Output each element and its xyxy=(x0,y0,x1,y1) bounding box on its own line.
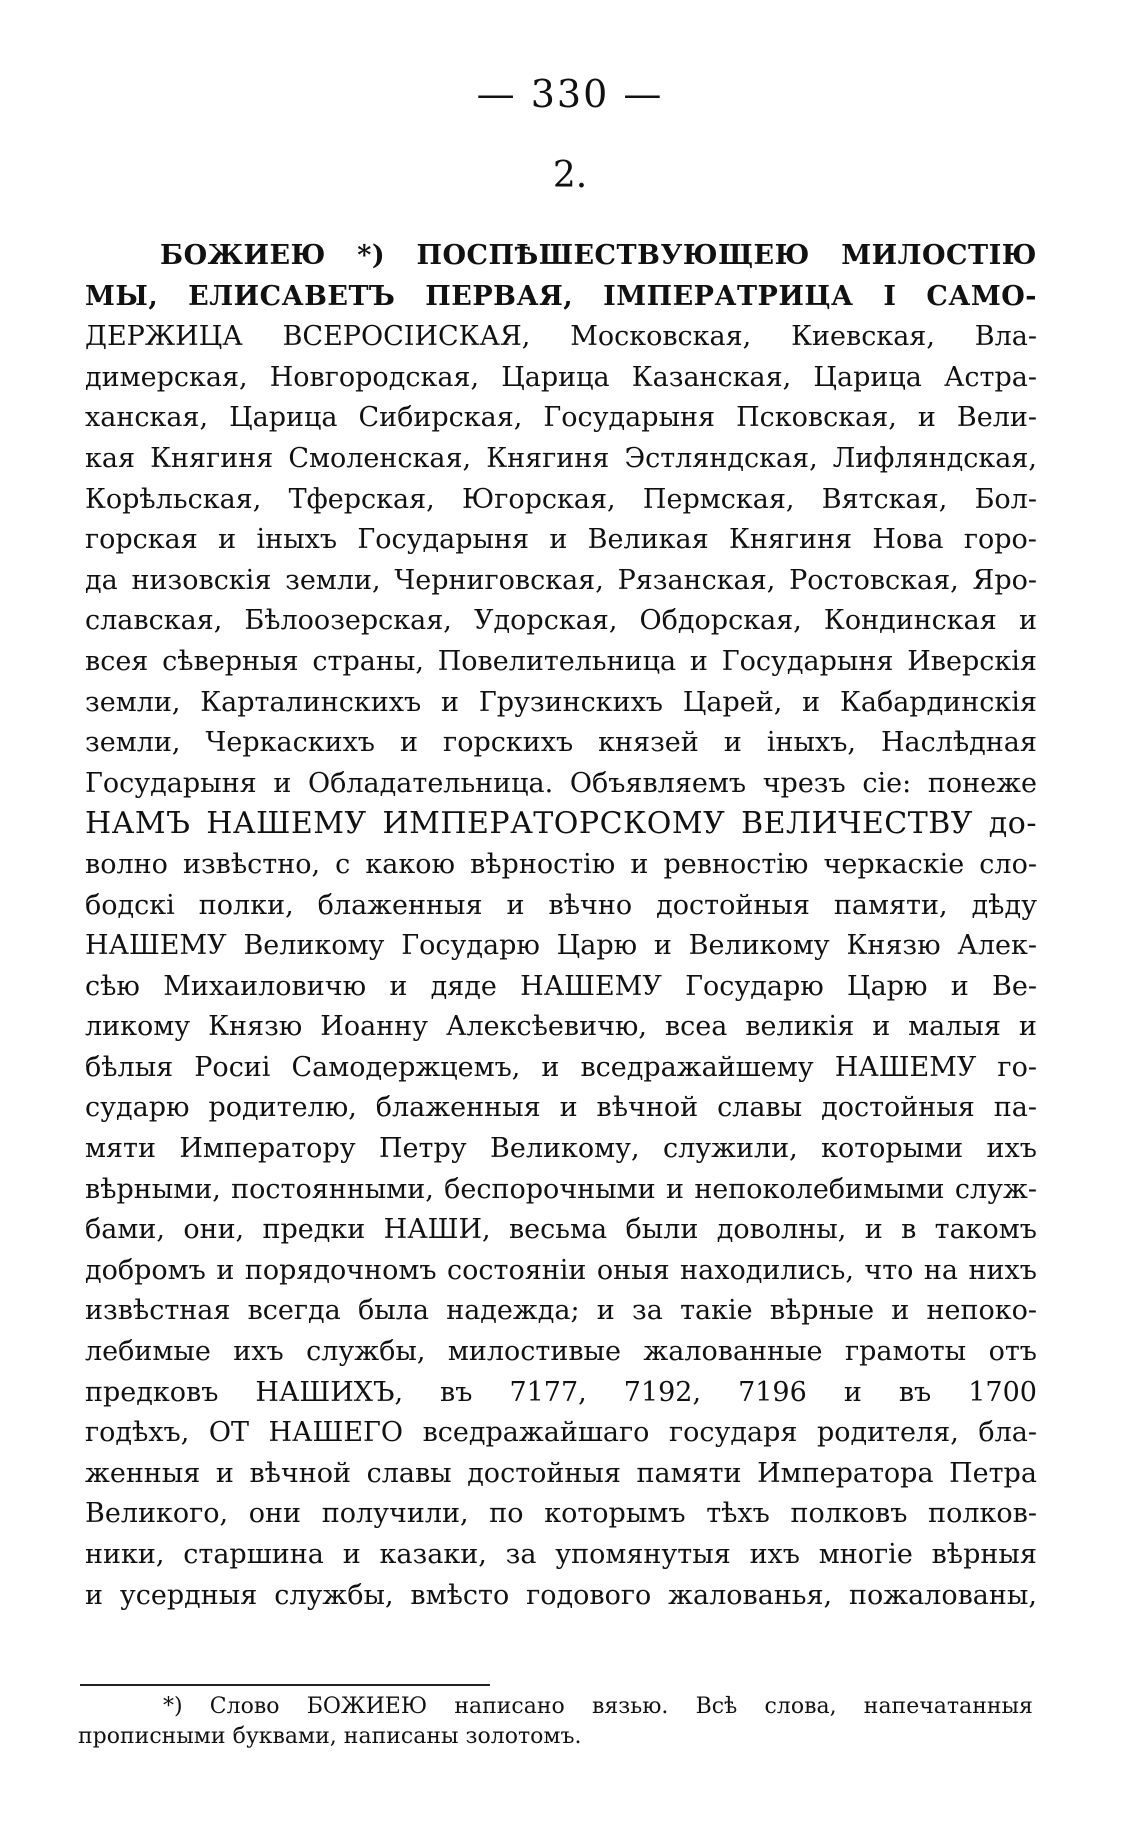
text-line: всея сѣверныя страны, Повелительница и Государыня Иверскія xyxy=(85,645,1037,677)
text-line: ники, старшина и казаки, за упомянутыя ихъ многіе вѣрныя xyxy=(85,1539,1037,1570)
text-line: сѣю Михаиловичю и дяде НАШЕМУ Государю Царю и Ве- xyxy=(85,970,1037,1002)
section-number: 2. xyxy=(552,155,588,196)
footnote xyxy=(78,1692,1033,1752)
text-line: славская, Бѣлоозерская, Удорская, Обдорская, Кондинская и xyxy=(85,605,1037,637)
text-line: ДЕРЖИЦА ВСЕРОСІИСКАЯ, Московская, Киевская, Вла- xyxy=(85,321,1037,353)
text-line: Государыня и Обладательница. Объявляемъ чрезъ сіе: понеже xyxy=(85,767,1037,799)
text-line: земли, Карталинскихъ и Грузинскихъ Царей, и Кабардинскія xyxy=(85,686,1037,718)
text-line: Великого, они получили, по которымъ тѣхъ полковъ полков- xyxy=(85,1498,1037,1530)
text-line: бодскі полки, блаженныя и вѣчно достойныя памяти, дѣду xyxy=(85,889,1037,921)
text-line: бѣлыя Росиі Самодержцемъ, и вседражайшему НАШЕМУ го- xyxy=(85,1051,1037,1083)
text-line: извѣстная всегда была надежда; и за такіе вѣрные и непоко- xyxy=(85,1295,1037,1327)
text-line: добромъ и порядочномъ состояніи оныя находились, что на нихъ xyxy=(85,1254,1037,1286)
footnote-divider xyxy=(80,1684,490,1686)
text-line: вѣрными, постоянными, беспорочными и непоколебимыми служ- xyxy=(85,1173,1037,1205)
footnote-line: *) Слово БОЖИЕЮ написано вязью. Всѣ слова, напечатанныя xyxy=(163,1694,1033,1719)
text-line: годѣхъ, ОТ НАШЕГО вседражайшаго государя родителя, бла- xyxy=(85,1417,1037,1449)
text-line: бами, они, предки НАШИ, весьма были доволны, и в такомъ xyxy=(85,1214,1037,1246)
text-line: да низовскія земли, Черниговская, Рязанская, Ростовская, Яро- xyxy=(85,564,1037,596)
text-line: БОЖИЕЮ *) ПОСПѢШЕСТВУЮЩЕЮ МИЛОСТІЮ xyxy=(160,240,1037,271)
text-line: сударю родителю, блаженныя и вѣчной славы достойныя па- xyxy=(85,1092,1037,1124)
charter-text xyxy=(85,236,1037,1616)
text-line: НАШЕМУ Великому Государю Царю и Великому Князю Алек- xyxy=(85,930,1037,962)
text-line: ханская, Царица Сибирская, Государыня Псковская, и Вели- xyxy=(85,402,1037,434)
text-line: димерская, Новгородская, Царица Казанская, Царица Астра- xyxy=(85,361,1037,393)
text-line: женныя и вѣчной славы достойныя памяти Императора Петра xyxy=(85,1457,1037,1489)
text-line: мяти Императору Петру Великому, служили, которыми ихъ xyxy=(85,1133,1037,1165)
page-number: — 330 — xyxy=(476,72,664,116)
text-line: горская и іныхъ Государыня и Великая Княгиня Нова горо- xyxy=(85,524,1037,556)
text-line: предковъ НАШИХЪ, въ 7177, 7192, 7196 и въ 1700 xyxy=(85,1376,1037,1408)
text-line: ликому Князю Иоанну Алексѣевичю, всеа великія и малыя и xyxy=(85,1011,1037,1043)
text-line: земли, Черкаскихъ и горскихъ князей и іныхъ, Наслѣдная xyxy=(85,727,1037,759)
text-line: кая Княгиня Смоленская, Княгиня Эстляндская, Лифляндская, xyxy=(85,442,1037,474)
text-line: и усердныя службы, вмѣсто годового жалованья, пожалованы, xyxy=(85,1579,1037,1611)
text-line: Корѣльская, Тферская, Югорская, Пермская, Вятская, Бол- xyxy=(85,483,1037,515)
text-line: НАМЪ НАШЕМУ ИМПЕРАТОРСКОМУ ВЕЛИЧЕСТВУ до- xyxy=(85,806,1037,842)
footnote-line: прописными буквами, написаны золотомъ. xyxy=(78,1724,582,1749)
text-line: волно извѣстно, с какою вѣрностію и ревностію черкаскіе сло- xyxy=(85,848,1037,880)
text-line: МЫ, ЕЛИСАВЕТЪ ПЕРВАЯ, IМПЕРАТРИЦА I САМО- xyxy=(85,280,1037,312)
text-line: лебимые ихъ службы, милостивые жалованные грамоты отъ xyxy=(85,1336,1037,1368)
